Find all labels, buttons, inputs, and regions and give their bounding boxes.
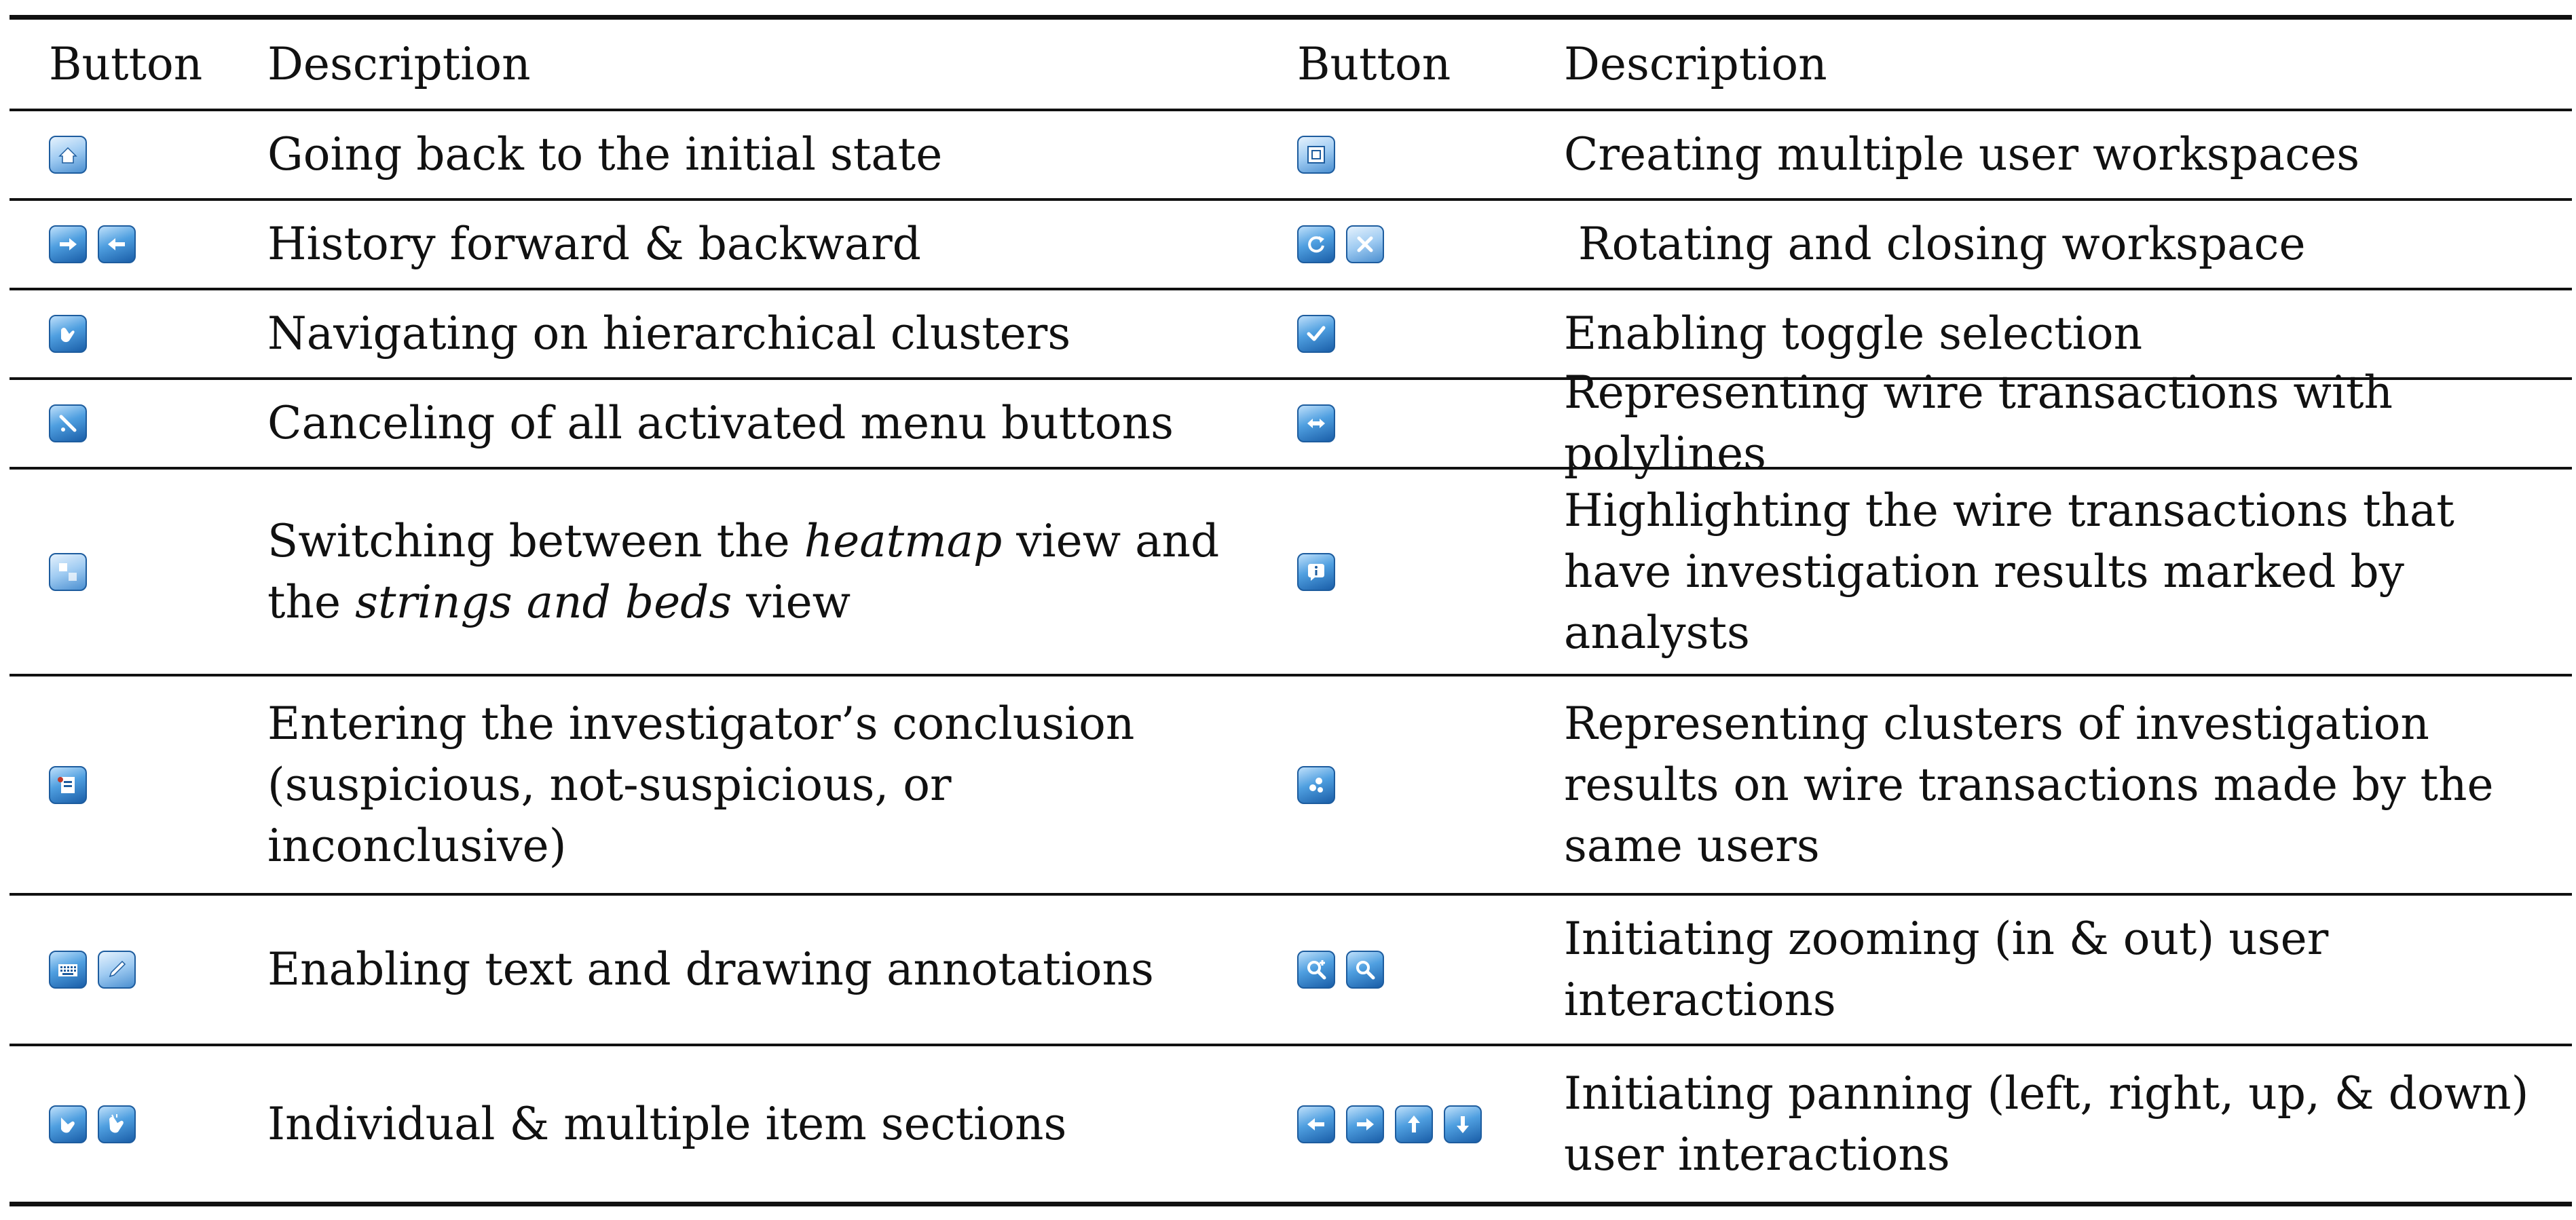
- cancel-icon: [49, 404, 87, 442]
- workspace-icon: [1297, 136, 1335, 174]
- keyboard-icon: [49, 951, 87, 989]
- header-row: [10, 20, 2572, 111]
- row-description-right: Rotating and closing workspace: [1564, 218, 2306, 270]
- row-description-left: Entering the investigator’s conclusion (suspicious, not-suspicious, or inconclusive): [267, 697, 1135, 872]
- desc-part-italic: strings and beds: [355, 575, 732, 628]
- home-icon: [49, 136, 87, 174]
- desc-part: view: [732, 575, 851, 628]
- zoom-out-icon: [1346, 951, 1384, 989]
- pan-down-icon: [1444, 1105, 1482, 1143]
- polyline-icon: [1297, 404, 1335, 442]
- history-backward-icon: [98, 225, 136, 263]
- table-row: [10, 366, 2572, 480]
- row-description-right: Highlighting the wire transactions that have investigation results marked by analysts: [1564, 484, 2454, 659]
- hand-icon: [49, 315, 87, 353]
- row-description-right: Initiating panning (left, right, up, & down) user interactions: [1564, 1067, 2529, 1181]
- pan-right-icon: [1346, 1105, 1384, 1143]
- table-row: [10, 676, 2572, 896]
- row-description-left: Going back to the initial state: [267, 128, 943, 180]
- row-description-left: Enabling text and drawing annotations: [267, 943, 1154, 995]
- row-description-right: Initiating zooming (in & out) user interactions: [1564, 913, 2329, 1026]
- info-icon: [1297, 553, 1335, 591]
- table-row: [10, 201, 2572, 290]
- table-row: [10, 470, 2572, 676]
- header-button-1: Button: [49, 37, 203, 90]
- table-row: [10, 1046, 2572, 1202]
- switch-view-icon: [49, 553, 87, 591]
- clusters-icon: [1297, 766, 1335, 804]
- desc-part-italic: heatmap: [804, 514, 1003, 567]
- table-row: [10, 896, 2572, 1046]
- row-description-left: [267, 470, 1231, 674]
- history-forward-icon: [49, 225, 87, 263]
- row-description-left: Navigating on hierarchical clusters: [267, 307, 1071, 360]
- rotate-icon: [1297, 225, 1335, 263]
- button-description-table: [10, 15, 2572, 1206]
- header-button-2: Button: [1297, 37, 1451, 90]
- row-description-right: Creating multiple user workspaces: [1564, 128, 2360, 180]
- checkmark-icon: [1297, 315, 1335, 353]
- header-description-2: Description: [1564, 37, 1827, 90]
- pen-icon: [98, 951, 136, 989]
- row-description-left: Canceling of all activated menu buttons: [267, 397, 1174, 449]
- table-row: [10, 111, 2572, 201]
- pan-up-icon: [1395, 1105, 1433, 1143]
- zoom-in-icon: [1297, 951, 1335, 989]
- header-description-1: Description: [267, 37, 531, 90]
- multi-select-hand-icon: [98, 1105, 136, 1143]
- row-description-right: Representing clusters of investigation results on wire transactions made by the same users: [1564, 697, 2494, 872]
- desc-part: view and the: [267, 514, 1220, 628]
- row-description-left: History forward & backward: [267, 218, 921, 270]
- conclusion-icon: [49, 766, 87, 804]
- close-icon: [1346, 225, 1384, 263]
- desc-part: Switching between the: [267, 514, 804, 567]
- pan-left-icon: [1297, 1105, 1335, 1143]
- single-select-hand-icon: [49, 1105, 87, 1143]
- row-description-right: Enabling toggle selection: [1564, 307, 2143, 360]
- row-description-right: Representing wire transactions with polylines: [1564, 366, 2393, 480]
- row-description-left: Individual & multiple item sections: [267, 1097, 1067, 1150]
